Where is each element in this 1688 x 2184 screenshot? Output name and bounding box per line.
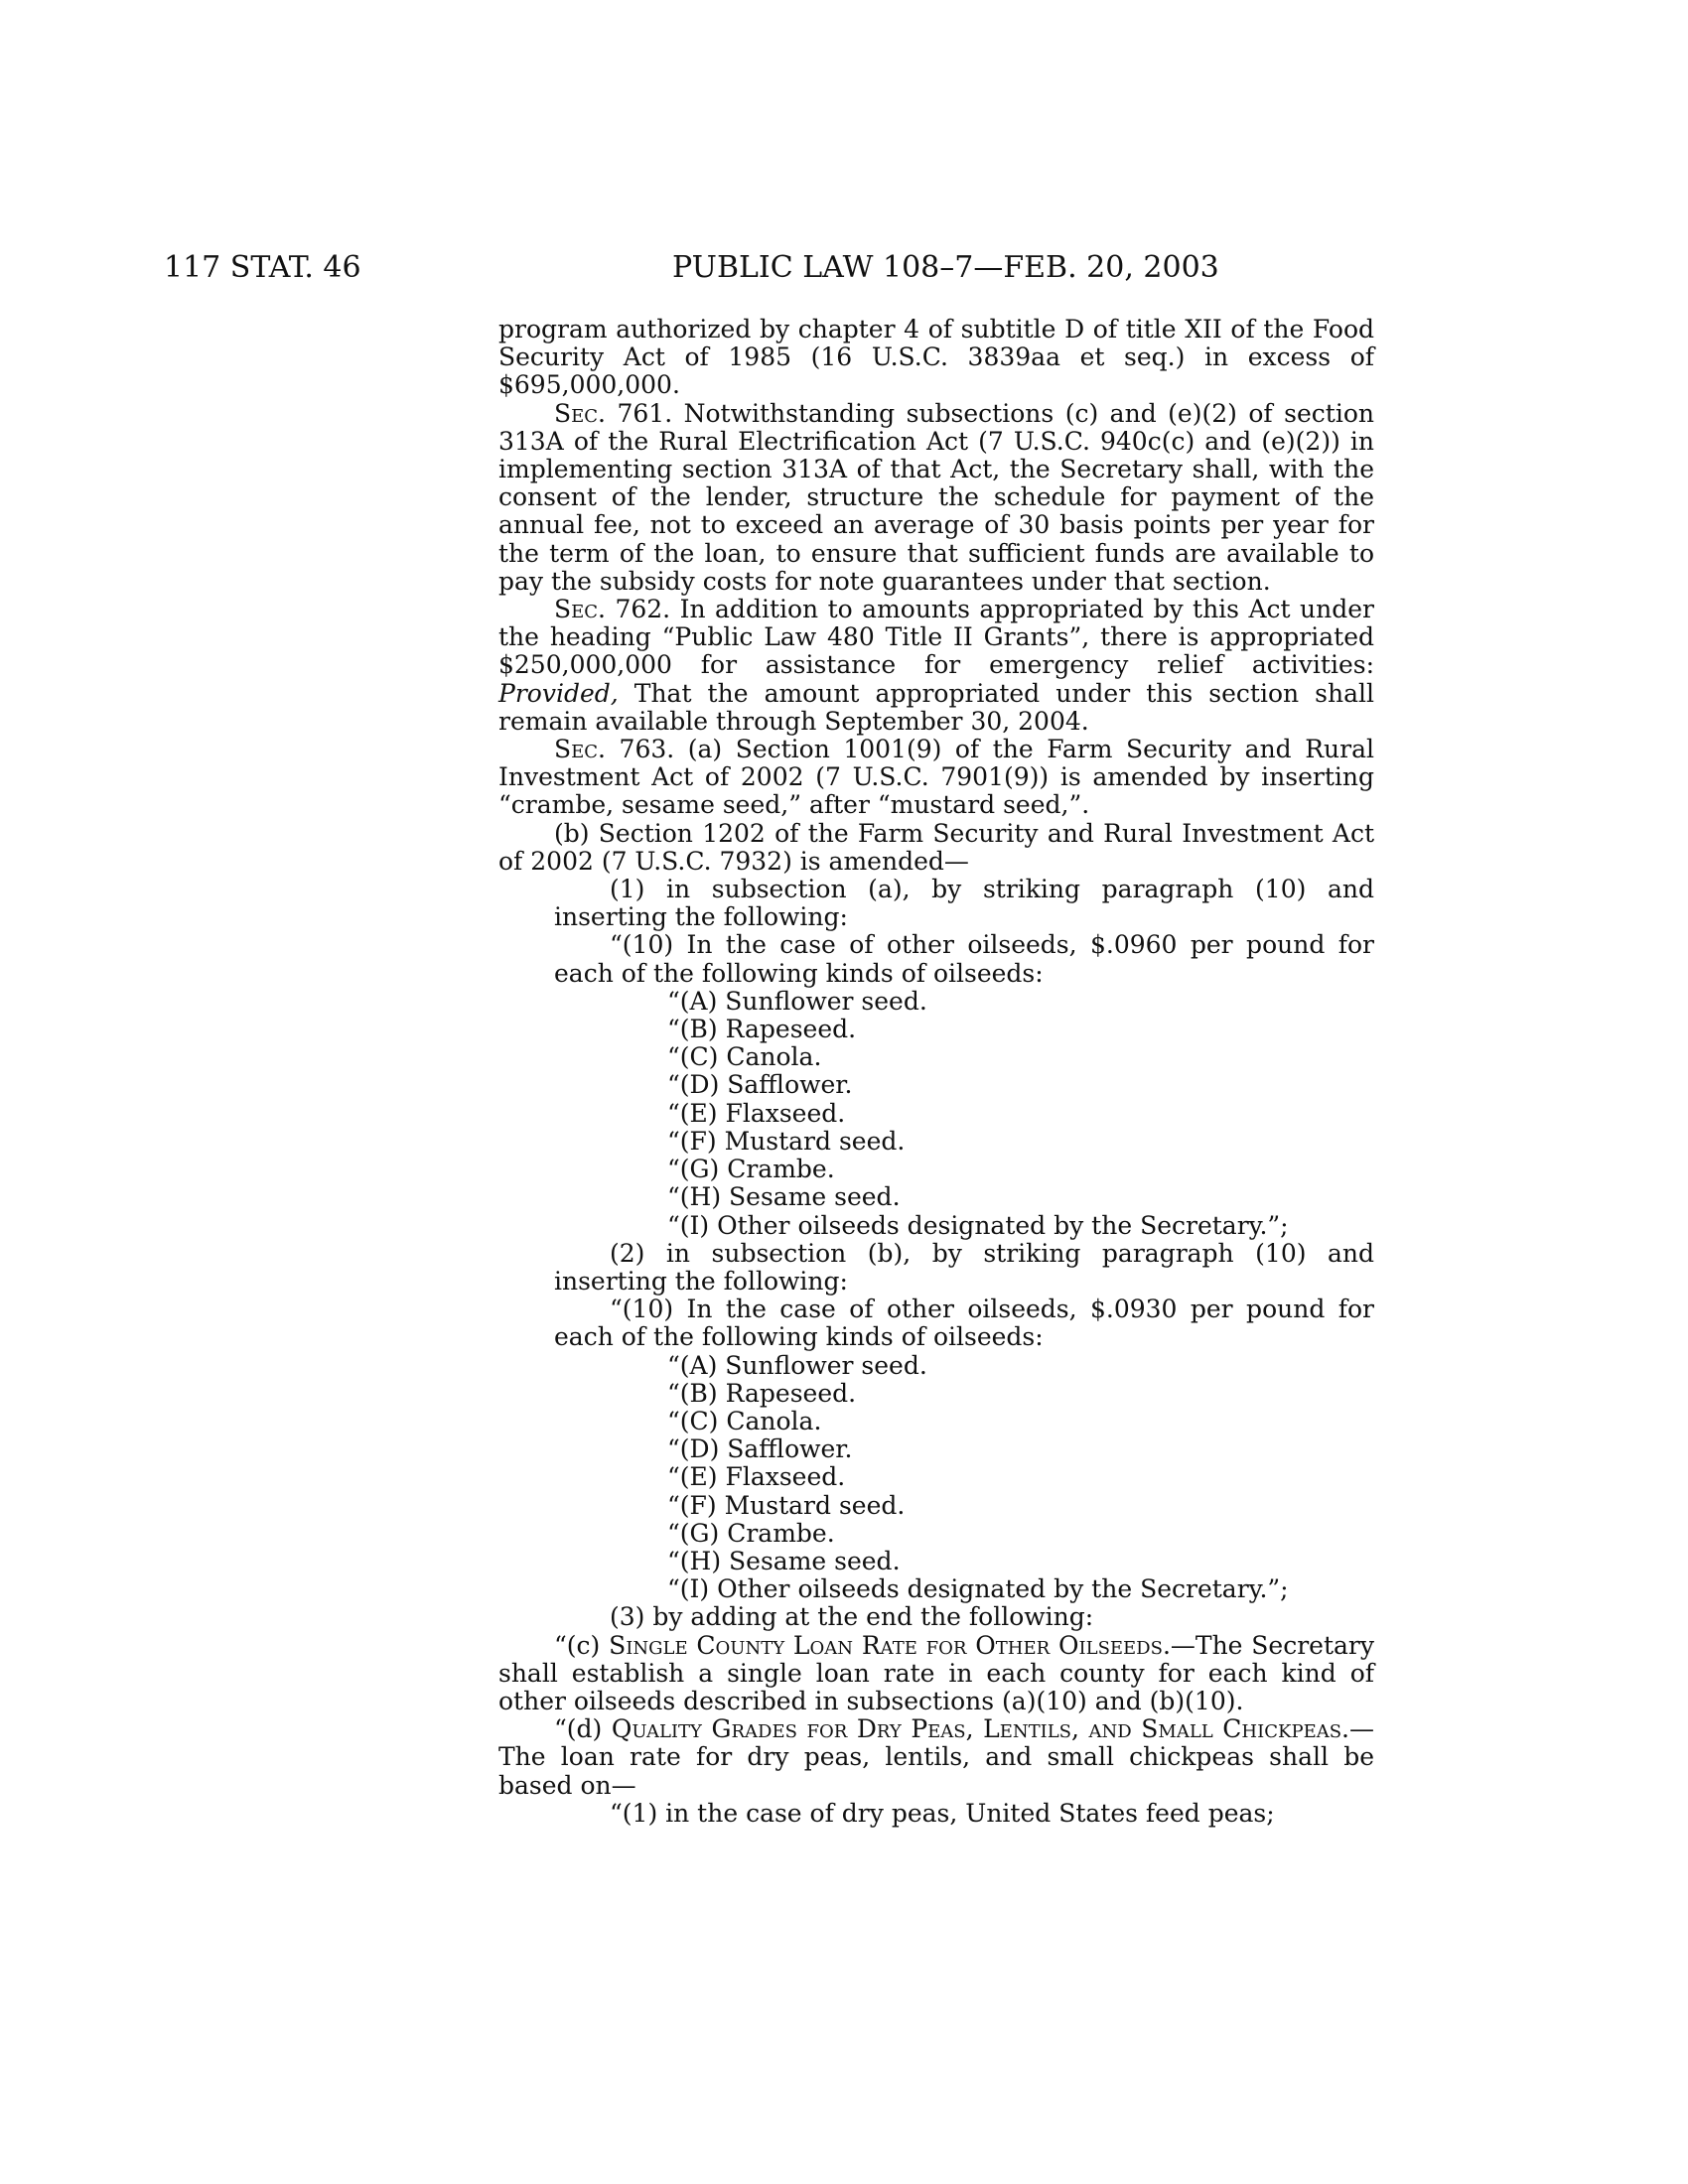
- list-item: “(D) Safflower.: [667, 1434, 853, 1464]
- list-item: “(A) Sunflower seed.: [667, 986, 927, 1016]
- list-item: “(I) Other oilseeds designated by the Secretary.”;: [667, 1210, 1289, 1240]
- subsection-heading: Quality Grades for Dry Peas, Lentils, and Small Chickpeas.: [611, 1714, 1349, 1744]
- list-item: “(H) Sesame seed.: [667, 1546, 901, 1575]
- list-item: “(E) Flaxseed.: [667, 1462, 846, 1492]
- page-number: 117 STAT. 46: [164, 250, 361, 285]
- paragraph-1: (1) in subsection (a), by striking paragraph (10) and inserting the following:: [554, 875, 1374, 932]
- page-header: [0, 248, 1688, 288]
- list-item: “(B) Rapeseed.: [667, 1378, 857, 1408]
- list-item: “(C) Canola.: [667, 1042, 822, 1072]
- paragraph-3: (3) by adding at the end the following:: [610, 1602, 1094, 1632]
- body-text: [498, 316, 1374, 1828]
- paragraph-2: (2) in subsection (b), by striking paragraph (10) and inserting the following:: [554, 1238, 1374, 1296]
- paragraph: program authorized by chapter 4 of subtitle D of title XII of the Food Security Act of 1985 (16 U.S.C. 3839aa et seq.) in excess of $695,000,000.: [498, 315, 1374, 400]
- list-item: “(F) Mustard seed.: [667, 1126, 906, 1156]
- section-762: Sec. 762. In addition to amounts appropriated by this Act under the heading “Public Law 480 Title II Grants”, there is appropriated $250,000,000 for assistance for emergency relief activities: Provided, That the amount appropriated under this section shall remain available through September 30, 2004.: [498, 595, 1374, 736]
- section-761: Sec. 761. Notwithstanding subsections (c) and (e)(2) of section 313A of the Rural Electrification Act (7 U.S.C. 940c(c) and (e)(2)) in implementing section 313A of that Act, the Secretary shall, with the consent of the lender, structure the schedule for payment of the annual fee, not to exceed an average of 30 basis points per year for the term of the loan, to ensure that sufficient funds are available to pay the subsidy costs for note guarantees under that section.: [498, 398, 1374, 596]
- running-title: PUBLIC LAW 108–7—FEB. 20, 2003: [672, 250, 1219, 285]
- list-item: “(C) Canola.: [667, 1406, 822, 1435]
- quoted-subsection-c: “(c) Single County Loan Rate for Other Oilseeds.—The Secretary shall establish a single loan rate in each county for each kind of other oilseeds described in subsections (a)(10) and (b)(10).: [498, 1630, 1374, 1715]
- list-item: “(E) Flaxseed.: [667, 1098, 846, 1128]
- list-item: “(A) Sunflower seed.: [667, 1350, 927, 1380]
- quoted-paragraph-10a: “(10) In the case of other oilseeds, $.0960 per pound for each of the following kinds of oilseeds:: [554, 930, 1374, 988]
- list-item: “(D) Safflower.: [667, 1070, 853, 1100]
- list-item: “(G) Crambe.: [667, 1155, 835, 1184]
- quoted-subsection-d: “(d) Quality Grades for Dry Peas, Lentils, and Small Chickpeas.—The loan rate for dry peas, lentils, and small chickpeas shall be based on—: [498, 1714, 1374, 1800]
- list-item: “(H) Sesame seed.: [667, 1182, 901, 1212]
- quoted-paragraph-1: “(1) in the case of dry peas, United States feed peas;: [610, 1798, 1275, 1828]
- quoted-paragraph-10b: “(10) In the case of other oilseeds, $.0930 per pound for each of the following kinds of oilseeds:: [554, 1295, 1374, 1352]
- subsection-heading: Single County Loan Rate for Other Oilseeds.: [609, 1630, 1171, 1660]
- list-item: “(B) Rapeseed.: [667, 1015, 857, 1044]
- list-item: “(I) Other oilseeds designated by the Secretary.”;: [667, 1574, 1289, 1604]
- section-763: Sec. 763. (a) Section 1001(9) of the Farm Security and Rural Investment Act of 2002 (7 U.S.C. 7901(9)) is amended by inserting “crambe, sesame seed,” after “mustard seed,”.: [498, 735, 1374, 820]
- list-item: “(G) Crambe.: [667, 1518, 835, 1548]
- list-item: “(F) Mustard seed.: [667, 1490, 906, 1520]
- subsection-b: (b) Section 1202 of the Farm Security and Rural Investment Act of 2002 (7 U.S.C. 7932) is amended—: [498, 818, 1374, 876]
